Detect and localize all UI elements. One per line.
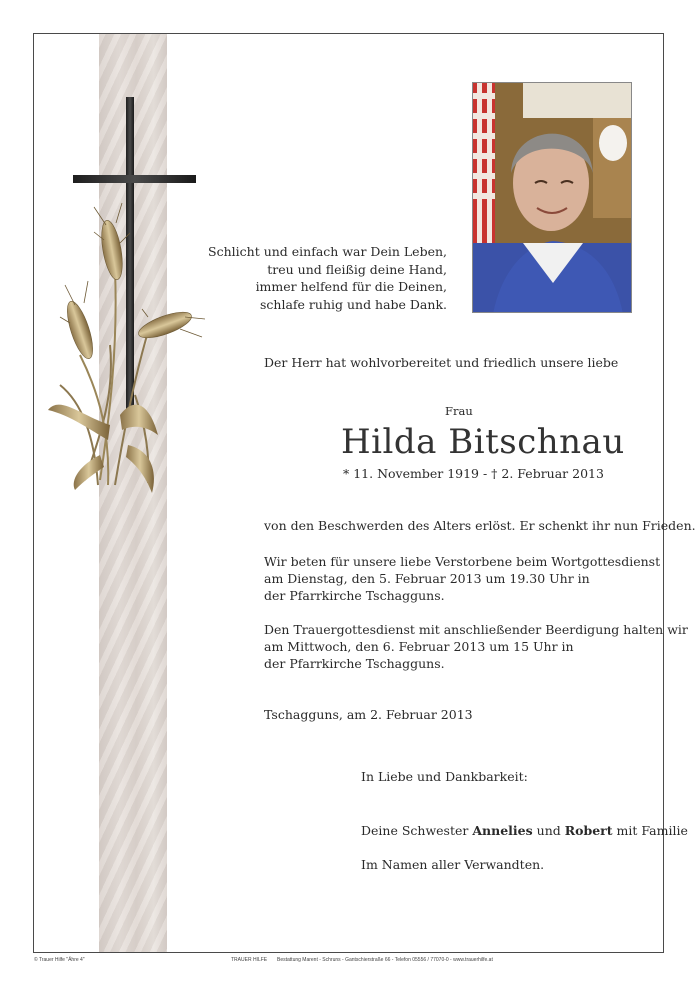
service-line: am Dienstag, den 5. Februar 2013 um 19.30 Uhr in <box>264 571 590 586</box>
funeral-paragraph <box>264 621 688 672</box>
footer-contact: Bestattung Marent - Schruns - Gantschierstraße 66 - Telefon 05556 / 77070-0 - www.trauerhilfe.at <box>277 957 493 963</box>
salutation: Frau <box>445 404 473 418</box>
family-name-robert: Robert <box>564 823 613 838</box>
poem-line: schlafe ruhig und habe Dank. <box>260 296 447 312</box>
release-text: von den Beschwerden des Alters erlöst. Er schenkt ihr nun Frieden. <box>264 518 696 533</box>
life-dates: * 11. November 1919 - † 2. Februar 2013 <box>343 466 604 481</box>
service-line: der Pfarrkirche Tschagguns. <box>264 588 445 603</box>
poem-line: Schlicht und einfach war Dein Leben, <box>208 244 447 259</box>
intro-text: Der Herr hat wohlvorbereitet und friedlich unsere liebe <box>264 355 619 370</box>
family-prefix: Deine Schwester <box>361 823 473 838</box>
footer-copyright: © Trauer Hilfe "Ähre 4" <box>34 957 85 963</box>
family-conj: und <box>532 823 565 838</box>
closing-text: In Liebe und Dankbarkeit: <box>361 769 528 784</box>
relatives-text: Im Namen aller Verwandten. <box>361 857 545 872</box>
family-line <box>361 823 688 838</box>
service-line: Wir beten für unsere liebe Verstorbene beim Wortgottesdienst <box>264 554 661 569</box>
family-name-annelies: Annelies <box>472 823 533 838</box>
footer-brand: TRAUER HILFE <box>231 957 268 963</box>
poem-line: immer helfend für die Deinen, <box>255 279 447 294</box>
portrait-photo <box>472 82 632 313</box>
family-suffix: mit Familie <box>612 823 688 838</box>
funeral-line: am Mittwoch, den 6. Februar 2013 um 15 Uhr in <box>264 639 574 654</box>
poem-line: treu und fleißig deine Hand, <box>267 261 447 277</box>
service-paragraph <box>264 553 660 604</box>
funeral-line: der Pfarrkirche Tschagguns. <box>264 656 445 671</box>
deceased-name: Hilda Bitschnau <box>341 422 625 462</box>
portrait-image <box>473 83 632 313</box>
poem <box>208 243 447 313</box>
place-date: Tschagguns, am 2. Februar 2013 <box>264 707 473 722</box>
cross-with-wheat-icon <box>40 95 210 495</box>
funeral-line: Den Trauergottesdienst mit anschließender Beerdigung halten wir <box>264 622 688 637</box>
